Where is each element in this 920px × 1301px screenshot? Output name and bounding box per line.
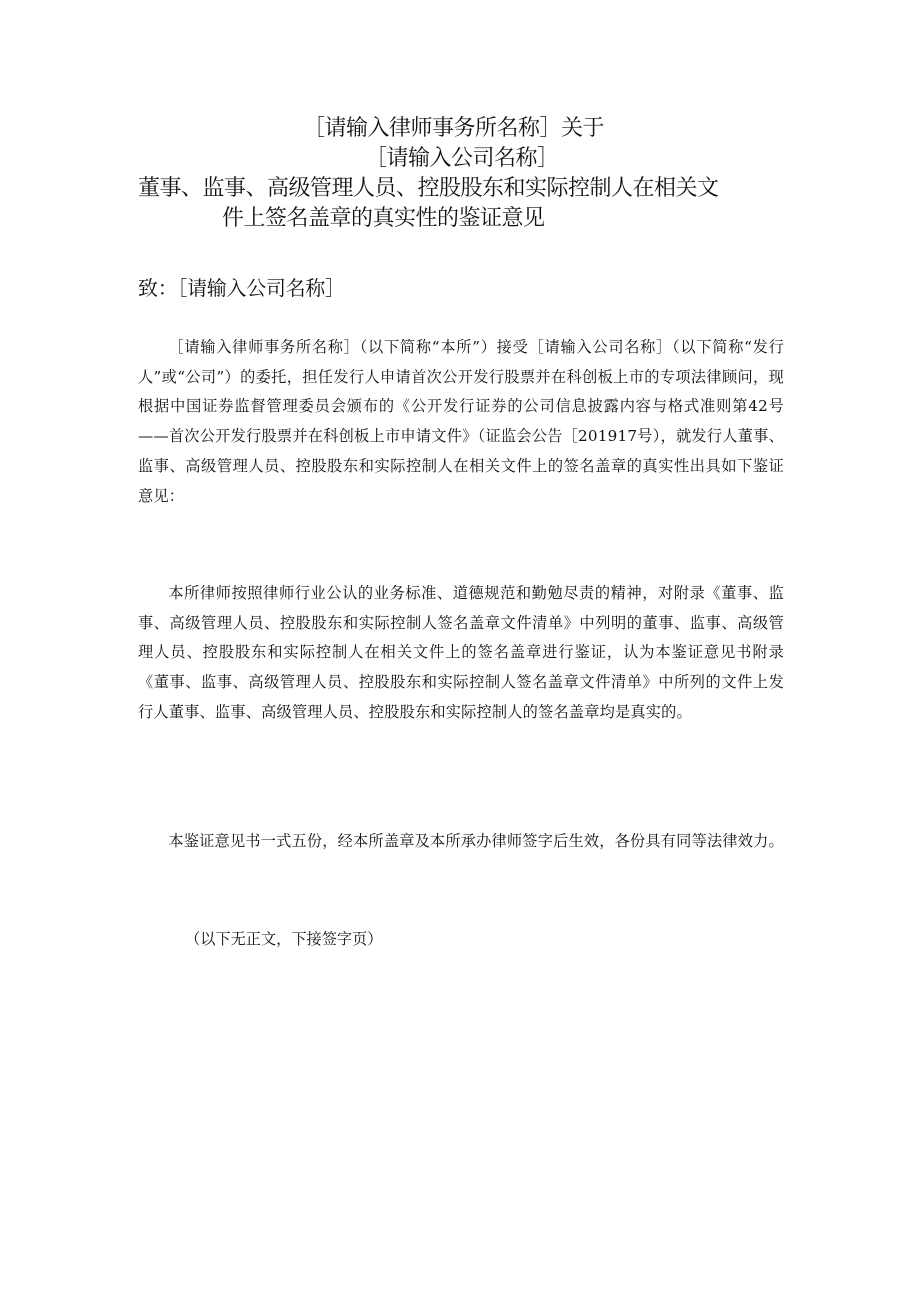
- addressee: 致：［请输入公司名称］: [138, 276, 345, 300]
- closing-note: （以下无正文，下接签字页）: [185, 930, 383, 948]
- body-paragraph-opinion: 本所律师按照律师行业公认的业务标准、道德规范和勤勉尽责的精神，对附录《董事、监事、高级管理人员、控股股东和实际控制人签名盖章文件清单》中列明的董事、监事、高级管理人员、控股股东和实际控制人在相关文件上的签名盖章进行鉴证，认为本鉴证意见书附录《董事、监事、高级管理人员、控股股东和实际控制人签名盖章文件清单》中所列的文件上发行人董事、监事、高级管理人员、控股股东和实际控制人的签名盖章均是真实的。: [138, 584, 784, 721]
- title-line-subject: 董事、监事、高级管理人员、控股股东和实际控制人在相关文: [138, 176, 719, 201]
- title-line-law-firm: ［请输入律师事务所名称］关于: [303, 116, 605, 141]
- body-paragraph-engagement: ［请输入律师事务所名称］（以下简称“本所”）接受［请输入公司名称］（以下简称“发行人”或“公司”）的委托，担任发行人申请首次公开发行股票并在科创板上市的专项法律顾问，现根据中国证券监督管理委员会颁布的《公开发行证券的公司信息披露内容与格式准则第42号——首次公开发行股票并在科创板上市申请文件》（证监会公告［201917号），就发行人董事、监事、高级管理人员、控股股东和实际控制人在相关文件上的签名盖章的真实性出具如下鉴证意见：: [138, 338, 784, 505]
- title-line-company: ［请输入公司名称］: [365, 146, 559, 171]
- document-title: [100, 114, 820, 234]
- title-line-subject-continued: 件上签名盖章的真实性的鉴证意见: [222, 206, 545, 231]
- body-paragraph-copies: 本鉴证意见书一式五份，经本所盖章及本所承办律师签字后生效，各份具有同等法律效力。: [168, 832, 784, 850]
